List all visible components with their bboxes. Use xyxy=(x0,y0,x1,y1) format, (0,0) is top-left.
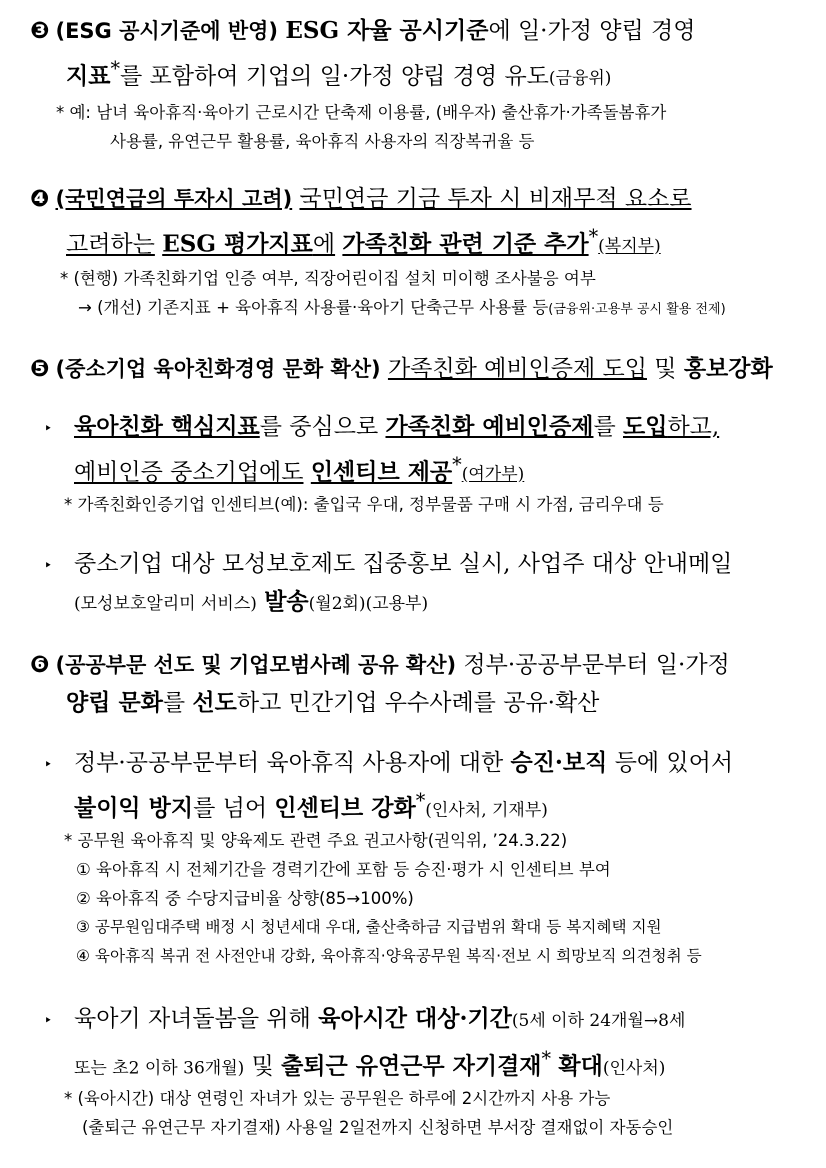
section-4-note xyxy=(60,264,820,324)
bullet-marker: ‣ xyxy=(44,558,53,574)
note-line: * 예: 남녀 육아휴직·육아기 근로시간 단축제 이용률, (배우자) 출산휴가·가족돌봄휴가 xyxy=(56,103,667,122)
section-6 xyxy=(30,646,815,722)
note-line: → (개선) 기존지표 + 육아휴직 사용률·육아기 단축근무 사용률 등 xyxy=(78,298,549,317)
lead-text: 선도 xyxy=(192,689,237,716)
note-line: 사용률, 유연근무 활용률, 육아휴직 사용자의 직장복귀율 등 xyxy=(110,132,535,151)
incentive-text: 인센티브 강화 xyxy=(274,794,416,822)
section-5-number: ❺ xyxy=(30,356,50,382)
section-6-bullet-1-note xyxy=(64,826,816,971)
section-5-bullet-1-note xyxy=(64,490,816,519)
source-ministry: (고용부) xyxy=(365,594,429,614)
bullet-text: 를 xyxy=(593,414,616,440)
core-indicator-text: 육아친화 핵심지표 xyxy=(74,413,260,440)
pre-certification-text: 가족친화 예비인증제 도입 xyxy=(387,356,647,382)
section-5-heading: (중소기업 육아친화경영 문화 확산) xyxy=(55,357,381,381)
bullet-marker: ‣ xyxy=(44,1013,53,1029)
section-3-heading: (ESG 공시기준에 반영) xyxy=(55,19,279,43)
conjunction: 및 xyxy=(654,356,677,382)
incentive-text: 인센티브 제공 xyxy=(310,458,453,486)
balance-culture-text: 양립 문화 xyxy=(66,689,163,716)
note-line: * (육아시간) 대상 연령인 자녀가 있는 공무원은 하루에 2시간까지 사용 가능 xyxy=(64,1089,611,1108)
bullet-text: 예비인증 중소기업에도 xyxy=(74,459,304,486)
bullet-text: 또는 초2 이하 36개월) xyxy=(74,1058,245,1079)
section-5-bullet-1 xyxy=(44,408,816,494)
flex-work-text: 출퇴근 유연근무 자기결재 xyxy=(281,1052,542,1080)
esg-standard-text: ESG 자율 공시기준 xyxy=(285,17,489,44)
section-3-text-b: 를 포함하여 기업의 일·가정 양립 경영 유도 xyxy=(120,63,549,90)
source-ministry: (금융위) xyxy=(548,68,612,89)
note-line: * (현행) 가족친화기업 인증 여부, 직장어린이집 설치 미이행 조사불응 여부 xyxy=(60,269,596,288)
recommendation-item: ② 육아휴직 중 수당지급비율 상향(85→100%) xyxy=(76,889,414,908)
section-4-text-b: 고려하는 xyxy=(66,231,155,258)
section-6-bullet-2-note xyxy=(64,1084,816,1142)
section-3-note xyxy=(56,98,816,156)
bullet-text: 를 중심으로 xyxy=(259,414,379,440)
bullet-text: (5세 이하 24개월→8세 xyxy=(511,1011,686,1031)
bullet-marker: ‣ xyxy=(44,757,53,773)
section-6-bullet-1 xyxy=(44,744,816,830)
expansion-text: 확대 xyxy=(558,1052,603,1080)
bullet-marker: ‣ xyxy=(44,421,53,437)
source-ministry: (인사처) xyxy=(602,1058,666,1079)
service-name: (모성보호알리미 서비스) xyxy=(74,594,257,614)
esg-indicator-text: ESG 평가지표 xyxy=(162,230,313,258)
section-3 xyxy=(30,12,815,98)
recommendation-item: ① 육아휴직 시 전체기간을 경력기간에 포함 등 승진·평가 시 인센티브 부여 xyxy=(76,860,611,879)
section-4-number: ❹ xyxy=(30,186,50,212)
section-4-text-a: 국민연금 기금 투자 시 비재무적 요소로 xyxy=(299,186,692,212)
note-line: (출퇴근 유연근무 자기결재) 사용일 2일전까지 신청하면 부서장 결재없이 자동승인 xyxy=(82,1118,674,1137)
recommendation-item: ④ 육아휴직 복귀 전 사전안내 강화, 육아휴직·양육공무원 복직·전보 시 희망보직 의견청취 등 xyxy=(76,947,702,965)
section-4-text-c: 에 xyxy=(312,231,336,258)
pre-certification-text: 가족친화 예비인증제 xyxy=(385,413,594,440)
section-4-heading: (국민연금의 투자시 고려) xyxy=(55,187,293,211)
recommendation-item: ③ 공무원임대주택 배정 시 청년세대 우대, 출산축하금 지급범위 확대 등 복지혜택 지원 xyxy=(76,918,662,936)
bullet-text: 등에 있어서 xyxy=(614,750,734,776)
footnote-mark: * xyxy=(110,57,121,80)
indicator-text: 지표 xyxy=(66,62,111,90)
bullet-text: 하고, xyxy=(667,414,720,440)
promotion-text: 홍보강화 xyxy=(683,355,773,382)
childcare-time-text: 육아시간 대상·기간 xyxy=(318,1005,512,1032)
note-line-small: (금융위·고용부 공시 활용 전제) xyxy=(548,302,726,317)
dispatch-text: 발송 xyxy=(264,588,309,615)
section-6-text-b: 를 xyxy=(162,690,186,716)
footnote-mark: * xyxy=(541,1047,552,1070)
note-line: * 공무원 육아휴직 및 양육제도 관련 주요 권고사항(권익위, ’24.3.22) xyxy=(64,831,568,850)
bullet-text: 육아기 자녀돌봄을 위해 xyxy=(74,1006,311,1032)
section-6-number: ❻ xyxy=(30,652,50,678)
section-3-number: ❸ xyxy=(30,18,50,44)
promotion-post-text: 승진·보직 xyxy=(510,749,608,776)
footnote-mark: * xyxy=(452,453,462,476)
section-3-text-a: 에 일·가정 양립 경영 xyxy=(488,18,696,44)
section-6-bullet-2 xyxy=(44,1000,816,1088)
note-line: * 가족친화인증기업 인센티브(예): 출입국 우대, 정부물품 구매 시 가점, 금리우대 등 xyxy=(64,495,664,514)
footnote-mark: * xyxy=(415,789,426,812)
section-6-heading: (공공부문 선도 및 기업모범사례 공유 확산) xyxy=(55,653,457,677)
family-friendly-criteria: 가족친화 관련 기준 추가 xyxy=(342,230,589,258)
disadvantage-prevention-text: 불이익 방지 xyxy=(74,794,194,822)
bullet-text: 정부·공공부문부터 육아휴직 사용자에 대한 xyxy=(74,750,504,776)
bullet-text: 중소기업 대상 모성보호제도 집중홍보 실시, 사업주 대상 안내메일 xyxy=(74,551,733,577)
source-ministry: (인사처, 기재부) xyxy=(425,800,548,821)
section-5 xyxy=(30,350,815,388)
source-ministry: (여가부) xyxy=(461,464,525,485)
conjunction: 및 xyxy=(251,1053,274,1080)
bullet-text: 를 넘어 xyxy=(193,795,268,822)
section-5-bullet-2 xyxy=(44,545,816,623)
section-6-text-a: 정부·공공부문부터 일·가정 xyxy=(463,652,730,678)
source-ministry: (복지부) xyxy=(598,236,661,257)
footnote-mark: * xyxy=(588,225,599,248)
section-6-text-c: 하고 민간기업 우수사례를 공유·확산 xyxy=(236,690,600,716)
section-4 xyxy=(30,180,815,266)
frequency-text: (월2회) xyxy=(308,594,366,614)
introduction-text: 도입 xyxy=(623,413,668,440)
